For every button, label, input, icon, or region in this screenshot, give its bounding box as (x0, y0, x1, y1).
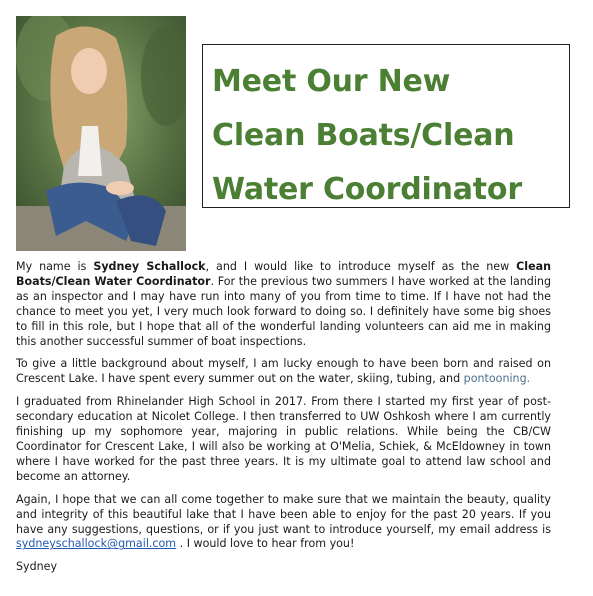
role-title: Clean Boats/Clean Water Coordinator (16, 260, 552, 288)
title-box (202, 44, 570, 208)
pontooning-word: pontooning. (463, 372, 531, 386)
intro-text-3: . For the previous two summers I have worked at the landing as an inspector and I may have run into many of you from time to time. If I have not had the chance to meet you yet, I very much look forward to doing so. I definitely have some big shoes to fill in this role, but I hope that all of the wonderful landing volunteers can aid me in making this another successful summer of boat inspections. (16, 274, 552, 348)
signature: Sydney (16, 560, 58, 574)
paragraph-background (16, 357, 551, 387)
title-line-3: Water Coordinator (212, 172, 522, 207)
author-name: Sydney Schallock (93, 260, 206, 273)
portrait-photo (16, 16, 186, 251)
article-body (16, 260, 551, 583)
title-line-2: Clean Boats/Clean (212, 118, 515, 153)
paragraph-intro (16, 260, 551, 349)
portrait-illustration (16, 16, 186, 251)
intro-text: My name is (16, 260, 94, 273)
paragraph-education: I graduated from Rhinelander High School in 2017. From there I started my first year of post-secondary education at Nicolet College. I then transferred to UW Oshkosh where I am currently finishing up my sophomore year, majoring in public relations. While being the CB/CW Coordinator for Crescent Lake, I will also be working at O'Melia, Schiek, & McEldowney in town where I have worked for the past three years. It is my ultimate goal to attend law school and become an attorney. (16, 395, 551, 483)
title-line-1: Meet Our New (212, 64, 451, 99)
intro-text-2: , and I would like to introduce myself as the new (205, 260, 517, 273)
email-link[interactable]: sydneyschallock@gmail.com (16, 537, 177, 551)
paragraph-closing (16, 493, 551, 553)
background-text: To give a little background about myself, I am lucky enough to have been born and raised on Crescent Lake. I have spent every summer out on the water, skiing, tubing, and (16, 357, 551, 386)
closing-text: Again, I hope that we can all come together to make sure that we maintain the beauty, quality and integrity of this beautiful lake that I have been able to enjoy for the past 20 years. If you have any suggestions, questions, or if you just want to introduce yourself, my email address is (16, 492, 551, 536)
closing-text-2: . I would love to hear from you! (176, 537, 355, 551)
